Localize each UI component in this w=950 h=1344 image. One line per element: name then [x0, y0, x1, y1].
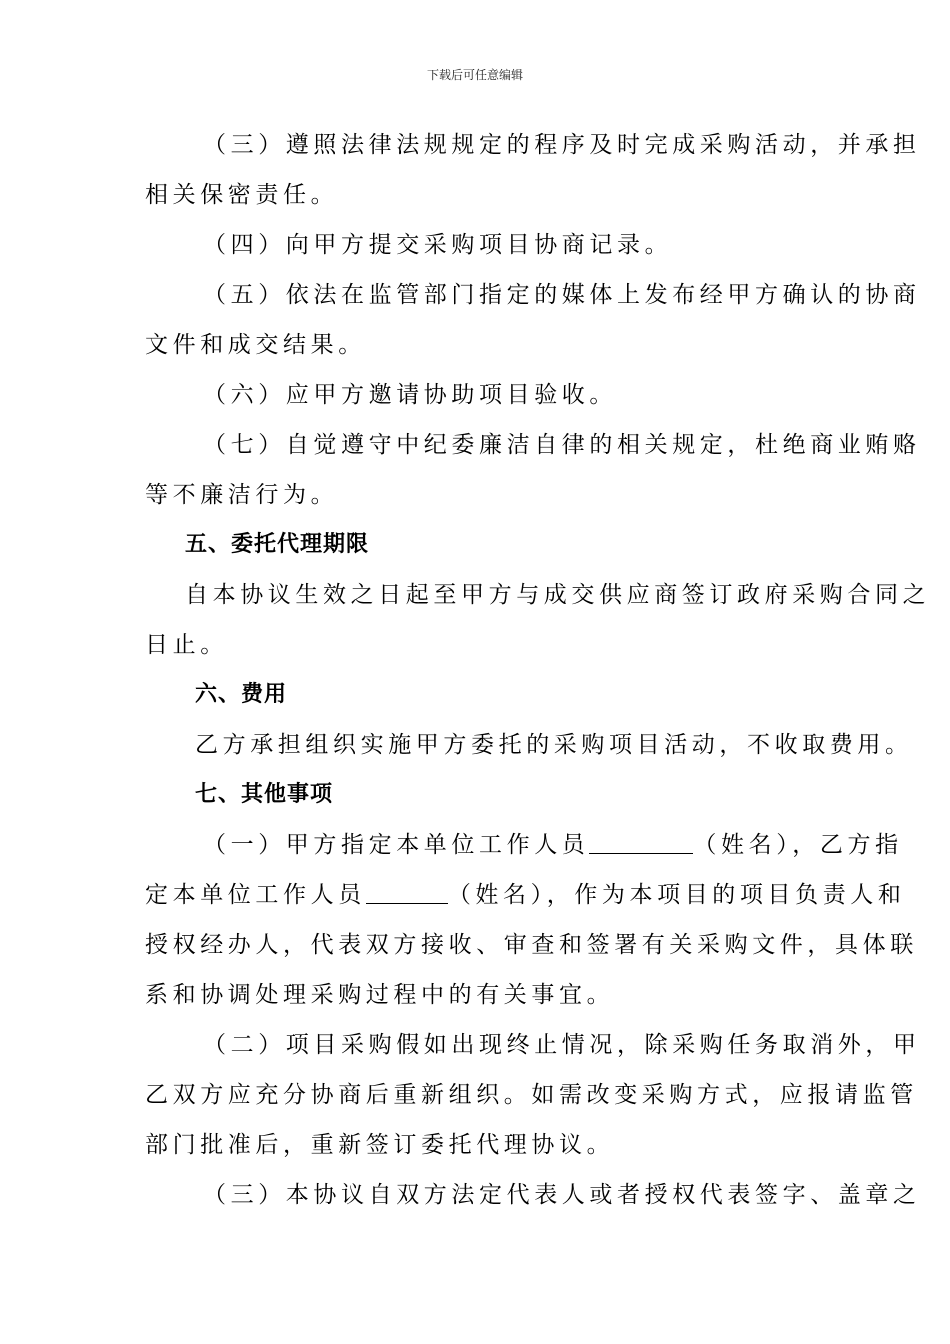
text-segment: （姓名），作为本项目的项目负责人和: [447, 882, 906, 908]
section-heading-other: 七、其他事项: [195, 782, 334, 807]
text-segment: （姓名），乙方指: [693, 832, 903, 858]
paragraph-duty-3: [145, 120, 921, 220]
section-heading-term: 五、委托代理期限: [185, 532, 370, 557]
paragraph-other-2: [145, 1020, 921, 1170]
text-line: （七）自觉遵守中纪委廉洁自律的相关规定，杜绝商业贿赂: [203, 432, 921, 458]
text-line: 乙双方应充分协商后重新组织。如需改变采购方式，应报请监管: [145, 1082, 918, 1108]
name-blank-party-b: [366, 877, 448, 904]
section-heading-fees: 六、费用: [195, 682, 288, 707]
paragraph-term: [145, 570, 931, 670]
text-segment: （一）甲方指定本单位工作人员: [203, 832, 590, 858]
paragraph-fees: [145, 720, 913, 770]
text-line: 乙方承担组织实施甲方委托的采购项目活动，不收取费用。: [195, 732, 913, 758]
paragraph-duty-4: [145, 220, 880, 270]
page-header: 下载后可任意编辑: [426, 68, 523, 82]
text-line: [145, 870, 906, 920]
document-body: [145, 120, 931, 1220]
text-line: （六）应甲方邀请协助项目验收。: [203, 382, 617, 408]
text-line: （三）遵照法律法规规定的程序及时完成采购活动，并承担: [203, 132, 921, 158]
text-line: 自本协议生效之日起至甲方与成交供应商签订政府采购合同之: [185, 582, 931, 608]
paragraph-duty-6: [145, 370, 880, 420]
text-line: （四）向甲方提交采购项目协商记录。: [203, 232, 673, 258]
paragraph-other-3: [145, 1170, 921, 1220]
text-line: 授权经办人，代表双方接收、审查和签署有关采购文件，具体联: [145, 932, 918, 958]
paragraph-duty-5: [145, 270, 921, 370]
text-line: 日止。: [145, 632, 228, 658]
text-line: 等不廉洁行为。: [145, 482, 339, 508]
text-line: 系和协调处理采购过程中的有关事宜。: [145, 982, 615, 1008]
name-blank-party-a: [589, 827, 693, 854]
text-segment: 定本单位工作人员: [145, 882, 366, 908]
text-line: [145, 820, 903, 870]
text-line: 相关保密责任。: [145, 182, 339, 208]
paragraph-other-1: [145, 820, 918, 1020]
text-line: （五）依法在监管部门指定的媒体上发布经甲方确认的协商: [203, 282, 921, 308]
text-line: （三）本协议自双方法定代表人或者授权代表签字、盖章之: [203, 1182, 921, 1208]
text-line: 文件和成交结果。: [145, 332, 366, 358]
text-line: （二）项目采购假如出现终止情况，除采购任务取消外，甲: [203, 1032, 921, 1058]
text-line: 部门批准后，重新签订委托代理协议。: [145, 1132, 615, 1158]
paragraph-duty-7: [145, 420, 921, 520]
